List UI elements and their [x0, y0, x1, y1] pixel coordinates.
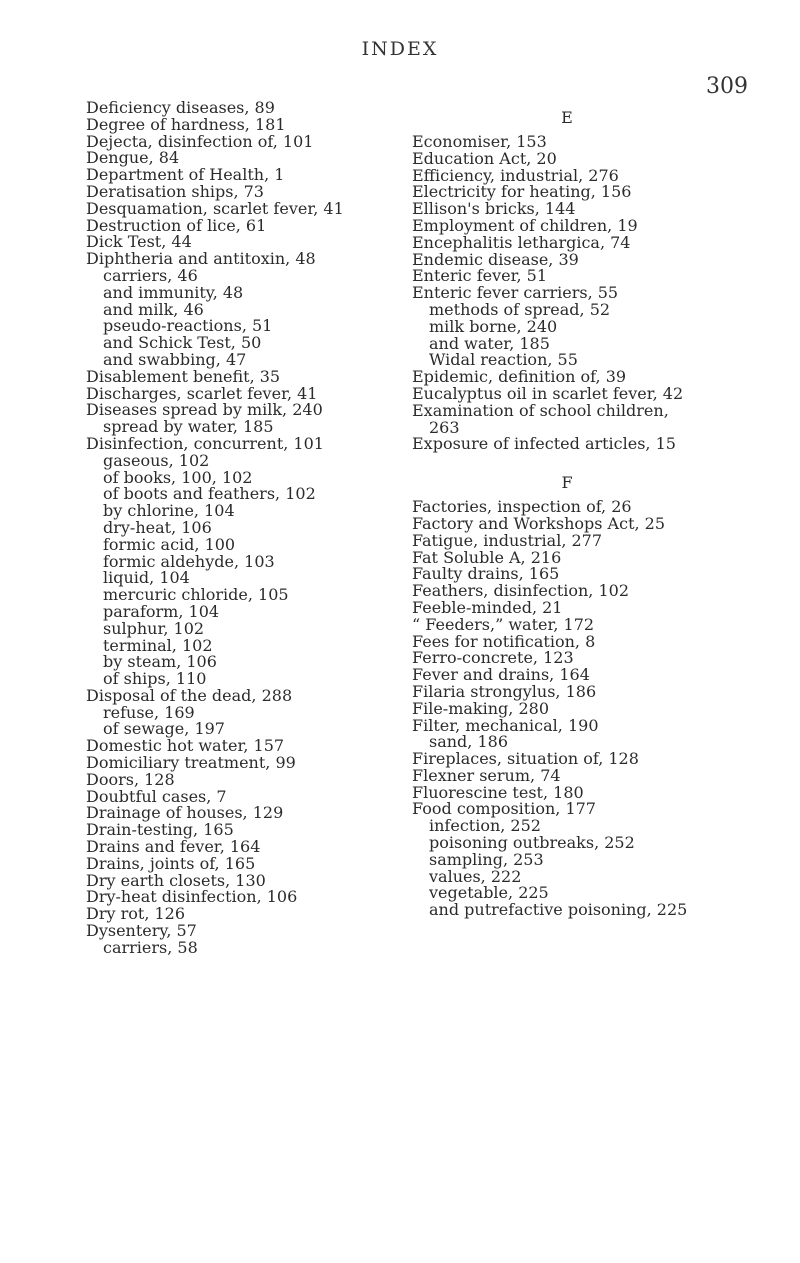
- index-entry: Domestic hot water, 157: [86, 736, 285, 756]
- index-subentry: and Schick Test, 50: [103, 333, 262, 353]
- index-subentry: sampling, 253: [429, 849, 544, 869]
- index-entry: Ferro-concrete, 123: [412, 648, 574, 668]
- index-entry: Domiciliary treatment, 99: [86, 753, 296, 773]
- index-entry: Dysentery, 57: [86, 921, 197, 941]
- section-f-entries: [412, 499, 792, 919]
- index-subentry: Widal reaction, 55: [429, 350, 578, 370]
- index-subentry: of books, 100, 102: [103, 467, 253, 487]
- index-column-right: [412, 110, 792, 919]
- index-entry: Endemic disease, 39: [412, 249, 579, 269]
- index-entry: Fees for notification, 8: [412, 631, 596, 651]
- index-entry: Drains and fever, 164: [86, 837, 261, 857]
- index-entry: Feeble-minded, 21: [412, 597, 563, 617]
- index-subentry: paraform, 104: [103, 601, 220, 621]
- index-entry: Degree of hardness, 181: [86, 114, 286, 134]
- index-entry: Dick Test, 44: [86, 232, 192, 252]
- index-subentry: carriers, 58: [103, 937, 198, 957]
- index-entry: Drains, joints of, 165: [86, 853, 256, 873]
- index-entry: Dejecta, disinfection of, 101: [86, 131, 314, 151]
- index-subentry: poisoning outbreaks, 252: [429, 833, 635, 853]
- index-subentry: terminal, 102: [103, 635, 213, 655]
- index-subentry: and putrefactive poisoning, 225: [429, 900, 688, 920]
- index-subentry: and water, 185: [429, 333, 550, 353]
- index-entry: Efficiency, industrial, 276: [412, 165, 619, 185]
- index-entry: Enteric fever carriers, 55: [412, 283, 619, 303]
- index-entry: Food composition, 177: [412, 799, 596, 819]
- index-subentry: formic aldehyde, 103: [103, 551, 275, 571]
- index-entry: Diseases spread by milk, 240: [86, 400, 323, 420]
- index-subentry: sulphur, 102: [103, 618, 205, 638]
- index-entry: Exposure of infected articles, 15: [412, 434, 676, 454]
- index-entry: Eucalyptus oil in scarlet fever, 42: [412, 383, 684, 403]
- index-subentry: and swabbing, 47: [103, 349, 247, 369]
- index-subentry: and immunity, 48: [103, 282, 244, 302]
- index-entry: Disablement benefit, 35: [86, 366, 281, 386]
- index-entry: Fireplaces, situation of, 128: [412, 749, 639, 769]
- index-subentry: infection, 252: [429, 816, 541, 836]
- index-subentry: vegetable, 225: [429, 883, 549, 903]
- index-subentry: 263: [429, 417, 460, 437]
- index-entry: Dengue, 84: [86, 148, 180, 168]
- index-entry: Enteric fever, 51: [412, 266, 548, 286]
- section-letter-f: F: [561, 473, 573, 493]
- index-entry: Desquamation, scarlet fever, 41: [86, 198, 344, 218]
- index-entry: Filaria strongylus, 186: [412, 681, 597, 701]
- section-letter-e: E: [561, 108, 573, 127]
- index-subentry: milk borne, 240: [429, 316, 558, 336]
- index-entry: Economiser, 153: [412, 132, 547, 151]
- index-subentry: of boots and feathers, 102: [103, 484, 316, 504]
- index-entry: Disposal of the dead, 288: [86, 685, 293, 705]
- index-entry: Doubtful cases, 7: [86, 786, 227, 806]
- index-column-left: [86, 100, 446, 957]
- index-entry: Department of Health, 1: [86, 165, 285, 185]
- index-subentry: methods of spread, 52: [429, 299, 611, 319]
- index-subentry: of ships, 110: [103, 669, 207, 689]
- index-subentry: values, 222: [429, 866, 522, 886]
- index-entry: Fever and drains, 164: [412, 665, 590, 685]
- index-entry: Fluorescine test, 180: [412, 782, 584, 802]
- index-subentry: liquid, 104: [103, 568, 190, 588]
- index-entry: “ Feeders,” water, 172: [412, 614, 595, 634]
- index-entry: Factory and Workshops Act, 25: [412, 513, 666, 533]
- index-subentry: refuse, 169: [103, 702, 195, 722]
- index-subentry: by chlorine, 104: [103, 501, 235, 521]
- section-e-entries: [412, 134, 792, 453]
- index-subentry: formic acid, 100: [103, 534, 236, 554]
- index-entry: Discharges, scarlet fever, 41: [86, 383, 318, 403]
- index-entry: Employment of children, 19: [412, 215, 638, 235]
- index-entry: Destruction of lice, 61: [86, 215, 267, 235]
- index-entry: File-making, 280: [412, 698, 549, 718]
- index-entry: Faulty drains, 165: [412, 564, 560, 584]
- index-entry: Encephalitis lethargica, 74: [412, 232, 631, 252]
- index-entry: Ellison's bricks, 144: [412, 199, 576, 219]
- index-entry: Fatigue, industrial, 277: [412, 530, 603, 550]
- index-entry: Deficiency diseases, 89: [86, 98, 275, 117]
- index-entry: Electricity for heating, 156: [412, 182, 632, 202]
- page-title: INDEX: [361, 38, 439, 60]
- index-entry: Dry earth closets, 130: [86, 870, 266, 890]
- index-entry: Dry rot, 126: [86, 904, 186, 924]
- page-number: 309: [706, 74, 748, 99]
- index-entry: Drainage of houses, 129: [86, 803, 284, 823]
- index-entry: Diphtheria and antitoxin, 48: [86, 249, 316, 269]
- index-entry: Flexner serum, 74: [412, 765, 561, 785]
- index-entry: Factories, inspection of, 26: [412, 497, 632, 517]
- index-entry: Education Act, 20: [412, 148, 557, 168]
- index-entry: Doors, 128: [86, 769, 175, 789]
- index-subentry: dry-heat, 106: [103, 517, 212, 537]
- index-entry: Epidemic, definition of, 39: [412, 367, 627, 387]
- index-subentry: of sewage, 197: [103, 719, 225, 739]
- index-entry: Examination of school children,: [412, 400, 669, 420]
- index-entry: Deratisation ships, 73: [86, 181, 264, 201]
- index-entry: Drain-testing, 165: [86, 820, 234, 840]
- index-entry: Feathers, disinfection, 102: [412, 581, 630, 601]
- index-subentry: and milk, 46: [103, 299, 204, 319]
- index-subentry: gaseous, 102: [103, 450, 210, 470]
- index-entry: Dry-heat disinfection, 106: [86, 887, 298, 907]
- index-entry: Filter, mechanical, 190: [412, 715, 599, 735]
- index-entry: Fat Soluble A, 216: [412, 547, 562, 567]
- index-subentry: spread by water, 185: [103, 417, 274, 437]
- index-subentry: mercuric chloride, 105: [103, 585, 289, 605]
- index-entry: Disinfection, concurrent, 101: [86, 433, 324, 453]
- index-subentry: pseudo-reactions, 51: [103, 316, 273, 336]
- index-subentry: sand, 186: [429, 732, 509, 752]
- index-subentry: by steam, 106: [103, 652, 217, 672]
- index-subentry: carriers, 46: [103, 265, 198, 285]
